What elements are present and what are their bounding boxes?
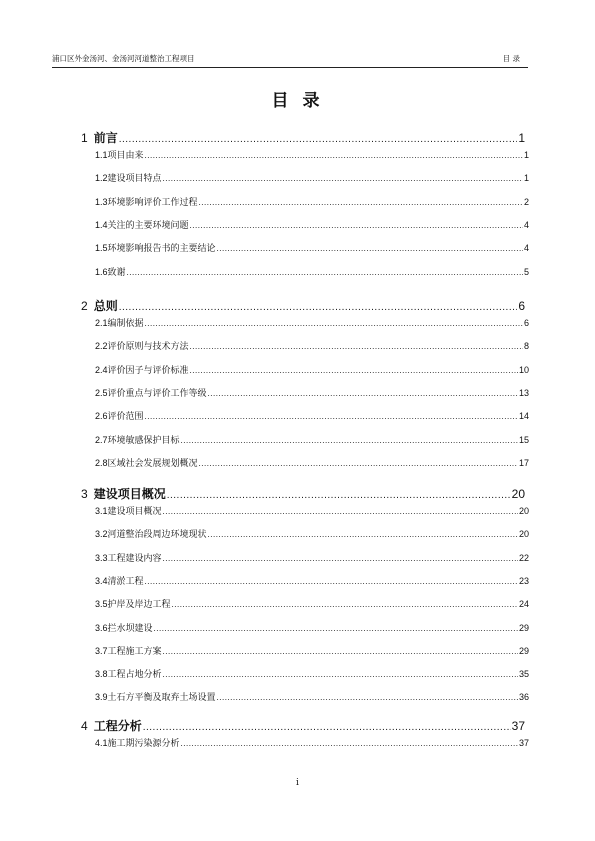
header-project-name: 浦口区外金汤河、金汤河河道整治工程项目 [52,54,195,63]
toc-entry-label [81,717,142,734]
toc-entry-label [95,597,171,610]
toc-leader-dots [154,624,518,634]
toc-leader-dots [199,459,518,469]
toc-entry-label [95,551,162,564]
toc-entry-page: 1 [523,150,529,160]
toc-entry-title: 环境影响评价工作过程 [107,197,198,208]
toc-entry-title: 项目由来 [107,151,144,161]
toc-entry-title: 评价原则与技术方法 [107,342,189,353]
toc-entry-page: 20 [518,529,529,540]
toc-section-entry[interactable] [95,597,529,610]
toc-entry-title: 建设项目特点 [107,174,162,185]
toc-entry-number: 1.6 [95,266,108,277]
toc-section-entry[interactable] [95,621,529,634]
toc-entry-title: 清淤工程 [107,576,144,587]
toc-section-entry[interactable] [95,574,529,587]
toc-section-entry[interactable] [95,551,529,564]
toc-entry-page: 22 [518,552,529,563]
toc-entry-number: 2.8 [95,457,108,468]
toc-entry-page: 29 [518,622,529,633]
toc-entry-title: 评价重点与评价工作等级 [107,388,207,399]
toc-leader-dots [145,151,523,161]
toc-entry-title: 区域社会发展规划概况 [107,458,198,469]
toc-entry-number: 3.4 [95,575,108,586]
toc-entry-page: 15 [518,434,529,445]
toc-leader-dots [163,174,523,184]
toc-entry-title: 总则 [93,299,118,313]
header-section-name: 目 录 [502,54,520,63]
toc-leader-dots [163,647,518,657]
toc-entry-page: 8 [523,341,529,352]
toc-entry-number: 1.3 [95,196,108,207]
toc-entry-number: 3.3 [95,552,108,563]
toc-entry-label [95,690,216,703]
toc-entry-number: 3.9 [95,692,108,703]
toc-entry-page: 37 [511,719,525,733]
toc-entry-number: 2.6 [95,411,108,422]
toc-entry-number: 3.2 [95,529,108,540]
toc-entry-label [95,667,162,680]
toc-section-entry[interactable] [95,241,529,254]
toc-entry-page: 23 [518,575,529,586]
toc-entry-number: 4 [81,719,88,733]
toc-entry-label [95,621,153,634]
toc-section-entry[interactable] [95,386,529,399]
toc-entry-page: 2 [523,196,529,207]
toc-entry-label [95,574,144,587]
toc-entry-label [95,218,189,231]
toc-entry-label [81,129,118,146]
toc-entry-number: 3 [81,487,88,501]
toc-entry-number: 3.5 [95,599,108,610]
toc-entry-label [95,195,198,208]
toc-entry-title: 工程占地分析 [107,670,162,681]
toc-leader-dots [217,693,518,703]
toc-entry-title: 建设项目概况 [107,507,162,517]
toc-leader-dots [145,412,518,422]
toc-entry-label [81,485,166,502]
toc-entry-title: 施工期污染源分析 [107,739,180,749]
toc-entry-title: 土石方平衡及取弃土场设置 [107,693,216,704]
toc-entry-label [95,386,207,399]
toc-chapter-entry[interactable] [81,485,525,502]
toc-leader-dots [145,577,518,587]
toc-section-entry[interactable] [95,195,529,208]
toc-leader-dots [167,487,511,501]
toc-leader-dots [143,719,511,733]
toc-entry-number: 2.4 [95,364,108,375]
toc-entry-number: 2.2 [95,341,108,352]
toc-entry-page: 1 [518,131,525,145]
toc-leader-dots [190,366,518,376]
toc-entry-label [95,736,180,749]
toc-entry-title: 致谢 [107,267,126,278]
toc-section-entry[interactable] [95,316,529,329]
toc-entry-number: 1.5 [95,243,108,254]
toc-entry-title: 关注的主要环境问题 [107,220,189,231]
toc-leader-dots [190,221,523,231]
toc-entry-title: 工程建设内容 [107,553,162,564]
toc-leader-dots [181,739,518,749]
toc-entry-title: 评价范围 [107,412,144,423]
toc-entry-label [95,148,144,161]
toc-entry-title: 建设项目概况 [93,487,166,501]
toc-leader-dots [172,600,518,610]
toc-section-entry[interactable] [95,644,529,657]
toc-entry-label [95,644,162,657]
toc-entry-number: 1.1 [95,150,108,160]
toc-entry-page: 6 [518,299,525,313]
toc-section-entry[interactable] [95,409,529,422]
toc-entry-title: 河道整治段周边环境现状 [107,530,207,541]
toc-section-entry[interactable] [95,504,529,517]
toc-leader-dots [127,268,523,278]
toc-leader-dots [208,389,518,399]
toc-leader-dots [181,436,518,446]
toc-leader-dots [199,198,523,208]
toc-entry-label [95,339,189,352]
toc-entry-label [95,241,216,254]
page-number: i [296,778,299,788]
toc-leader-dots [208,530,518,540]
toc-entry-page: 4 [523,243,529,254]
toc-chapter-entry[interactable] [81,717,525,734]
toc-entry-page: 14 [518,411,529,422]
toc-section-entry[interactable] [95,690,529,703]
toc-entry-title: 拦水坝建设 [107,623,153,634]
toc-section-entry[interactable] [95,148,529,161]
toc-chapter-entry[interactable] [81,129,525,146]
toc-entry-title: 工程分析 [93,719,142,733]
toc-entry-title: 编制依据 [107,319,144,329]
toc-section-entry[interactable] [95,456,529,469]
toc-leader-dots [190,342,523,352]
toc-section-entry[interactable] [95,667,529,680]
toc-entry-number: 3.1 [95,506,108,516]
toc-entry-label [95,265,126,278]
toc-entry-number: 2 [81,299,88,313]
toc-entry-page: 4 [523,219,529,230]
toc-entry-page: 24 [518,599,529,610]
toc-entry-page: 1 [523,173,529,184]
toc-section-entry[interactable] [95,736,529,749]
toc-section-entry[interactable] [95,218,529,231]
toc-entry-number: 2.5 [95,387,108,398]
toc-entry-title: 前言 [93,131,118,145]
toc-entry-title: 护岸及岸边工程 [107,600,171,611]
toc-entry-page: 6 [523,318,529,328]
toc-section-entry[interactable] [95,363,529,376]
toc-leader-dots [145,319,523,329]
toc-section-entry[interactable] [95,171,529,184]
toc-entry-label [95,456,198,469]
toc-entry-label [95,171,162,184]
toc-section-entry[interactable] [95,433,529,446]
toc-section-entry[interactable] [95,339,529,352]
toc-chapter-entry[interactable] [81,297,525,314]
toc-section-entry[interactable] [95,527,529,540]
toc-entry-label [95,433,180,446]
page-title: 目 录 [271,91,324,111]
toc-entry-page: 35 [518,669,529,680]
toc-entry-number: 1.4 [95,219,108,230]
toc-entry-page: 20 [511,487,525,501]
toc-entry-number: 4.1 [95,738,108,748]
toc-entry-page: 29 [518,645,529,656]
toc-entry-label [95,409,144,422]
toc-entry-label [95,527,207,540]
toc-leader-dots [217,244,523,254]
toc-entry-number: 3.6 [95,622,108,633]
toc-entry-number: 1 [81,131,88,145]
toc-entry-label [95,316,144,329]
toc-leader-dots [119,299,518,313]
toc-leader-dots [119,131,518,145]
toc-entry-number: 2.1 [95,318,108,328]
toc-entry-number: 2.7 [95,434,108,445]
toc-entry-title: 工程施工方案 [107,646,162,657]
toc-section-entry[interactable] [95,265,529,278]
toc-leader-dots [163,554,518,564]
toc-leader-dots [163,670,518,680]
toc-entry-page: 10 [518,364,529,375]
toc-entry-page: 5 [523,266,529,277]
toc-entry-number: 1.2 [95,173,108,184]
toc-entry-page: 13 [518,387,529,398]
toc-entry-page: 20 [518,506,529,516]
toc-leader-dots [163,507,518,517]
toc-entry-number: 3.7 [95,645,108,656]
toc-entry-title: 评价因子与评价标准 [107,365,189,376]
toc-entry-title: 环境敏感保护目标 [107,435,180,446]
toc-entry-label [95,504,162,517]
toc-entry-page: 37 [518,738,529,748]
toc-entry-title: 环境影响报告书的主要结论 [107,244,216,255]
toc-entry-page: 17 [518,457,529,468]
toc-entry-label [95,363,189,376]
toc-entry-page: 36 [518,692,529,703]
toc-entry-label [81,297,118,314]
toc-entry-number: 3.8 [95,669,108,680]
